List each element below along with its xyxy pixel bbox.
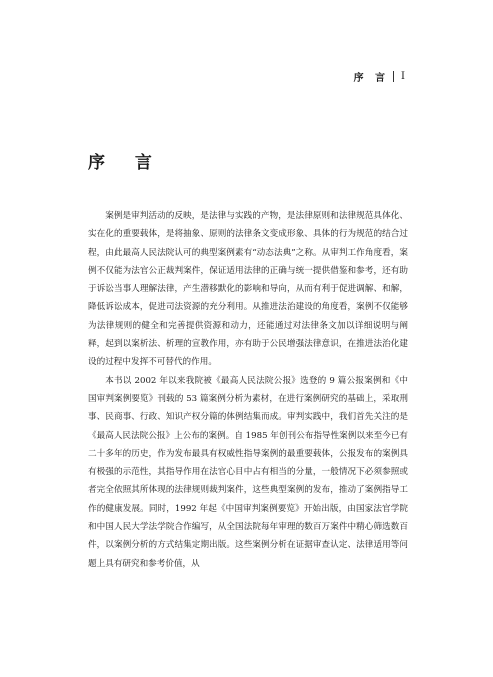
page-title: 序 言 [88, 153, 164, 173]
paragraph-2: 本书以 2002 年以来我院被《最高人民法院公报》选登的 9 篇公报案例和《中国审判案例要览》刊载的 53 篇案例分析为素材，在进行案例研究的基础上，采取刑事、民商事、行政、知识产权分篇的体例结集而成。审判实践中，我们首先关注的是《最高人民法院公报》上公布的案例。自 1985 年创刊公布指导性案例以来至今已有二十多年的历史，作为发布最具有权威性指导案例的最重要载体，公报发布的案例具有极强的示范性，其指导作用在法官心目中占有相当的分量，一般情况下必须参照或者完全依照其所体现的法律规则裁判案件，这些典型案例的发布，推动了案例指导工作的健康发展。同时，1992 年起《中国审判案例要览》开始出版，由国家法官学院和中国人民大学法学院合作编写，从全国法院每年审理的数百万案件中精心筛选数百件，以案例分析的方式结集定期出版。这些案例分析在证据审查认定、法律适用等问题上具有研究和参考价值，从 [88, 375, 408, 569]
running-title: 序 言 [353, 73, 390, 84]
header-divider [393, 71, 394, 82]
running-head [354, 69, 405, 84]
body-text [88, 207, 408, 573]
paragraph-1: 案例是审判活动的反映，是法律与实践的产物，是法律原则和法律规范具体化、实在化的重要载体，是将抽象、原则的法律条文变成形象、具体的行为规范的结合过程，由此最高人民法院认可的典型案例素有“动态法典”之称。从审判工作角度看，案例不仅能为法官公正裁判案件，保证适用法律的正确与统一提供借鉴和参考，还有助于诉讼当事人理解法律，产生潜移默化的影响和导向，从而有利于促进调解、和解，降低诉讼成本，促进司法资源的充分利用。从推进法治建设的角度看，案例不仅能够为法律规则的健全和完善提供资源和动力，还能通过对法律条文加以详细说明与阐释，起到以案析法、析理的宣教作用，亦有助于公民增强法律意识，在推进法治化建设的过程中发挥不可替代的作用。 [88, 211, 408, 368]
page-number: I [401, 71, 405, 82]
